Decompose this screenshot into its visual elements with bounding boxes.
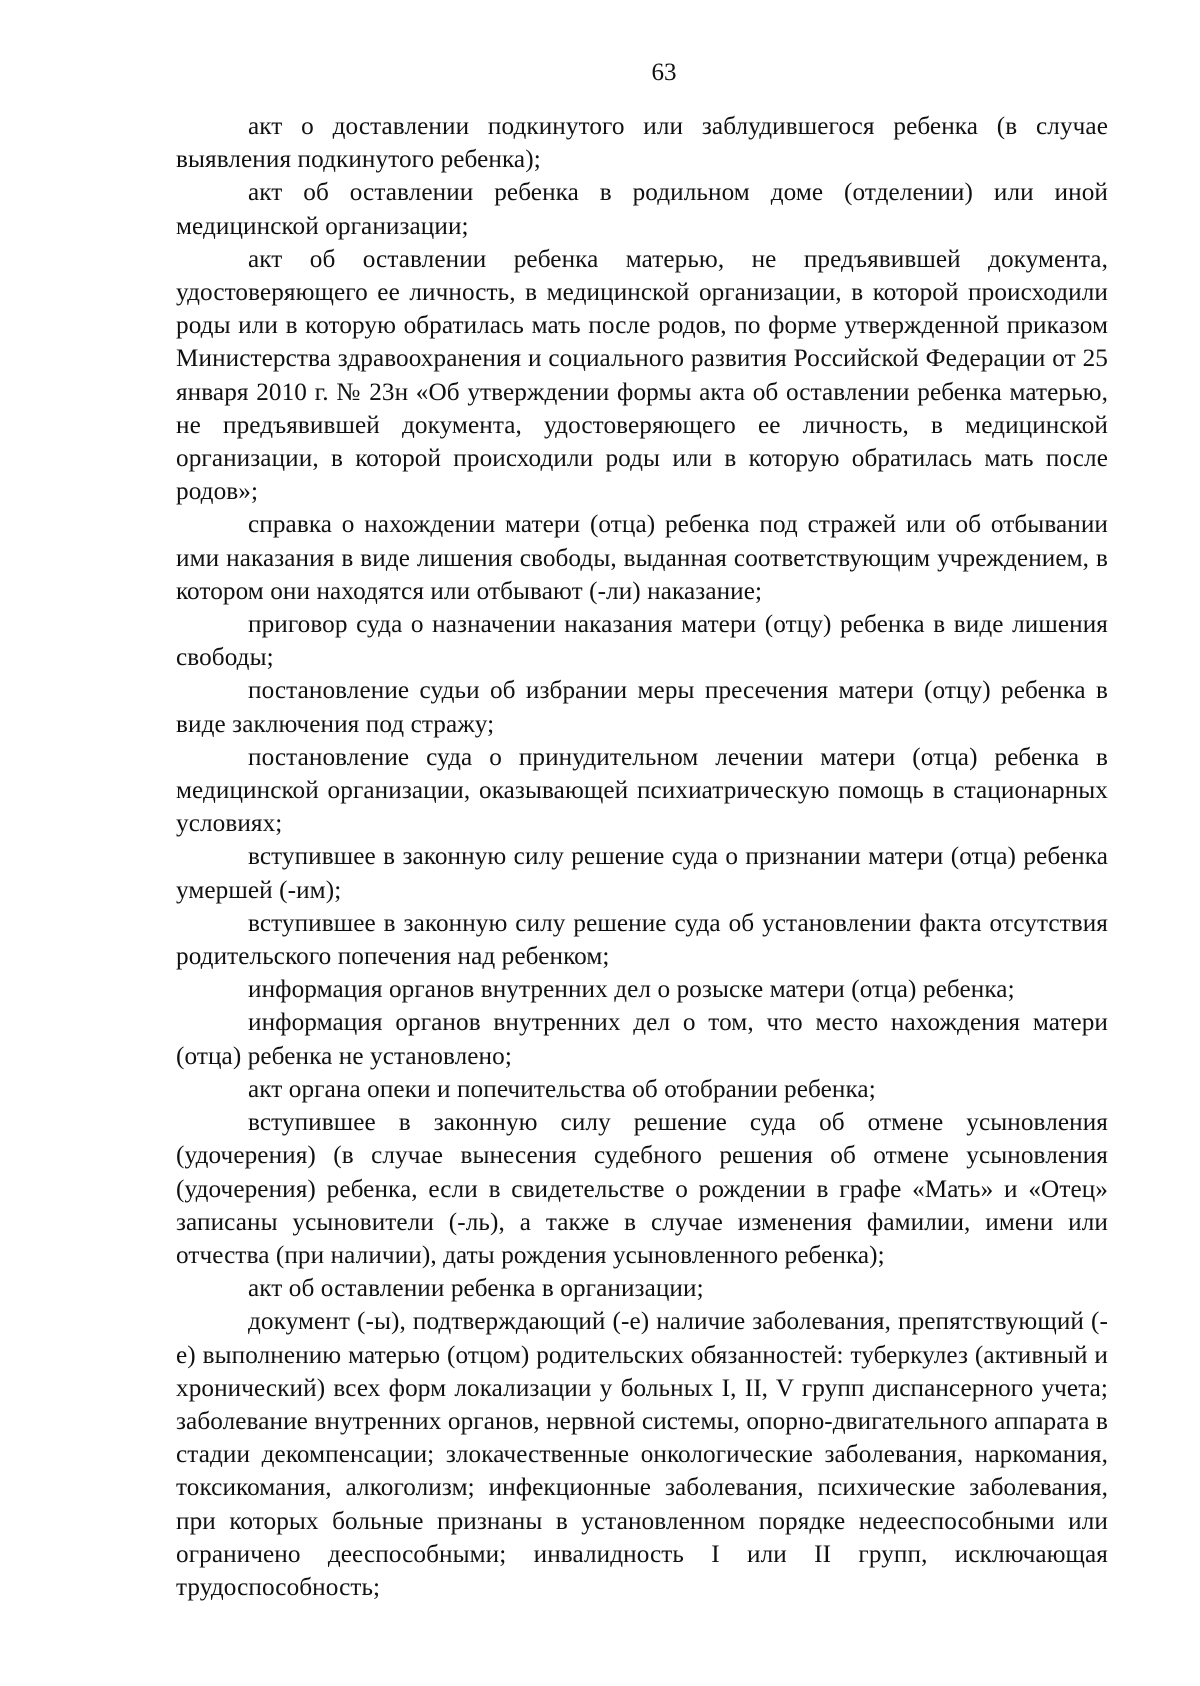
paragraph-medical-documents: документ (-ы), подтверждающий (-е) наличие заболевания, препятствующий (-е) выполнению матерью (отцом) родительских обязанностей: туберкулез (активный и хронический) всех форм локализации у больных I, II, V групп диспансерного учета; заболевание внутренних органов, нервной системы, опорно-двигательного аппарата в стадии декомпенсации; злокачественные онкологические заболевания, наркомания, токсикомания, алкоголизм; инфекционные заболевания, психические заболевания, при которых больные признаны в установленном порядке недееспособными или ограничено дееспособными; инвалидность I или II групп, исключающая трудоспособность; [176, 1308, 1108, 1601]
paragraph-act-foundling: акт о доставлении подкинутого или заблудившегося ребенка (в случае выявления подкинутого ребенка); [176, 113, 1108, 174]
paragraph-compulsory-treatment: постановление суда о принудительном лечении матери (отца) ребенка в медицинской организации, оказывающей психиатрическую помощь в стационарных условиях; [176, 743, 1108, 838]
paragraph-declared-dead: вступившее в законную силу решение суда о признании матери (отца) ребенка умершей (-им); [176, 843, 1108, 904]
paragraph-adoption-cancelled: вступившее в законную силу решение суда об отмене усыновления (удочерения) (в случае вынесения судебного решения об отмене усыновления (удочерения) ребенка, если в свидетельстве о рождении в графе «Мать» и «Отец» записаны усыновители (-ль), а также в случае изменения фамилии, имени или отчества (при наличии), даты рождения усыновленного ребенка); [176, 1109, 1108, 1269]
paragraph-location-unknown: информация органов внутренних дел о том, что место нахождения матери (отца) ребенка не установлено; [176, 1009, 1108, 1070]
paragraph-police-search: информация органов внутренних дел о розыске матери (отца) ребенка; [248, 976, 1015, 1004]
paragraph-act-mother-no-document: акт об оставлении ребенка матерью, не предъявившей документа, удостоверяющего ее личность, в медицинской организации, в которой происходили роды или в которую обратилась мать после родов, по форме утвержденной приказом Министерства здравоохранения и социального развития Российской Федерации от 25 января 2010 г. № 23н «Об утверждении формы акта об оставлении ребенка матерью, не предъявившей документа, удостоверяющего ее личность, в медицинской организации, в которой происходили роды или в которую обратилась мать после родов»; [176, 245, 1108, 506]
paragraph-judge-ruling: постановление судьи об избрании меры пресечения матери (отцу) ребенка в виде заключения под стражу; [176, 677, 1108, 738]
paragraph-lack-of-care: вступившее в законную силу решение суда об установлении факта отсутствия родительского попечения над ребенком; [176, 909, 1108, 971]
page-number: 63 [651, 59, 677, 86]
paragraph-act-organization: акт об оставлении ребенка в организации; [248, 1275, 704, 1303]
paragraph-certificate-custody: справка о нахождении матери (отца) ребенка под стражей или об отбывании ими наказания в виде лишения свободы, выданная соответствующим учреждением, в котором они находятся или отбывают (-ли) наказание; [176, 511, 1108, 605]
paragraph-guardianship-removal: акт органа опеки и попечительства об отобрании ребенка; [248, 1075, 876, 1103]
document-body [176, 110, 1108, 1604]
paragraph-act-maternity-home: акт об оставлении ребенка в родильном доме (отделении) или иной медицинской организации; [176, 179, 1108, 240]
paragraph-court-sentence: приговор суда о назначении наказания матери (отцу) ребенка в виде лишения свободы; [176, 611, 1108, 672]
